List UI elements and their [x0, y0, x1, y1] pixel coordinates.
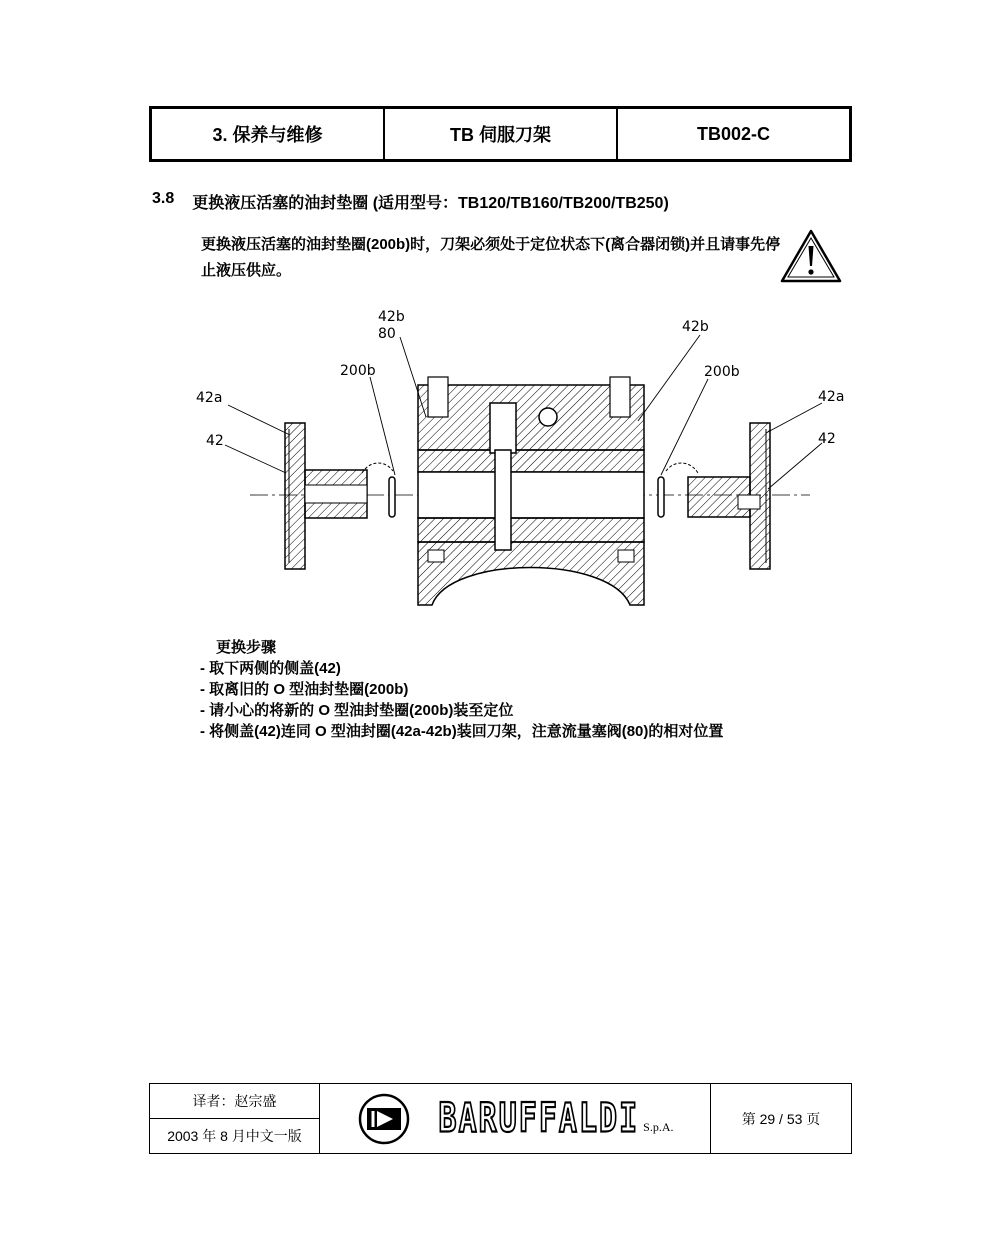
header-chapter: 3. 保养与维修: [152, 109, 385, 159]
label-42-left: 42: [206, 433, 224, 449]
piston-seal-diagram: [190, 305, 850, 625]
step-item: - 取离旧的 O 型油封垫圈(200b): [200, 681, 409, 698]
warning-triangle-icon: [779, 228, 843, 284]
label-42a-right: 42a: [818, 389, 845, 405]
footer-page-number: 第 29 / 53 页: [741, 1110, 821, 1127]
footer-left: [150, 1084, 320, 1153]
label-42b-right: 42b: [682, 319, 709, 335]
label-200b-left: 200b: [340, 363, 376, 379]
footer-edition: 2003 年 8 月中文一版: [167, 1128, 302, 1144]
section-heading: [152, 190, 669, 213]
label-42-right: 42: [818, 431, 836, 447]
right-side-cover: [688, 423, 770, 569]
label-80: 80: [378, 326, 396, 342]
label-200b-right: 200b: [704, 364, 740, 380]
section-title: 更换液压活塞的油封垫圈 (适用型号：TB120/TB160/TB200/TB250): [192, 195, 669, 212]
footer-brand: [320, 1084, 711, 1153]
footer-table: [149, 1083, 852, 1154]
turret-body: [418, 377, 644, 605]
intro-paragraph: 更换液压活塞的油封垫圈(200b)时，刀架必须处于定位状态下(离合器闭锁)并且请事先停止液压供应。: [201, 236, 781, 279]
left-o-ring: [389, 477, 395, 517]
baruffaldi-logo-icon: [357, 1092, 411, 1146]
step-item: - 取下两侧的侧盖(42): [200, 660, 341, 677]
header-table: [149, 106, 852, 162]
brand-suffix: S.p.A.: [643, 1120, 674, 1134]
section-number: 3.8: [152, 190, 175, 207]
label-42b-left: 42b: [378, 309, 405, 325]
header-code: TB002-C: [618, 109, 849, 159]
right-o-ring: [658, 477, 664, 517]
brand-name: BARUFFALDI: [438, 1094, 640, 1143]
footer-translator: 译者：赵宗盛: [150, 1084, 319, 1119]
step-item: - 将侧盖(42)连同 O 型油封圈(42a-42b)装回刀架，注意流量塞阀(80)的相对位置: [200, 723, 724, 740]
step-item: - 请小心的将新的 O 型油封垫圈(200b)装至定位: [200, 702, 514, 719]
header-product: TB 伺服刀架: [385, 109, 618, 159]
procedure-steps: [200, 637, 723, 742]
left-side-cover: [285, 423, 367, 569]
steps-title: 更换步骤: [216, 639, 277, 656]
label-42a-left: 42a: [196, 390, 223, 406]
